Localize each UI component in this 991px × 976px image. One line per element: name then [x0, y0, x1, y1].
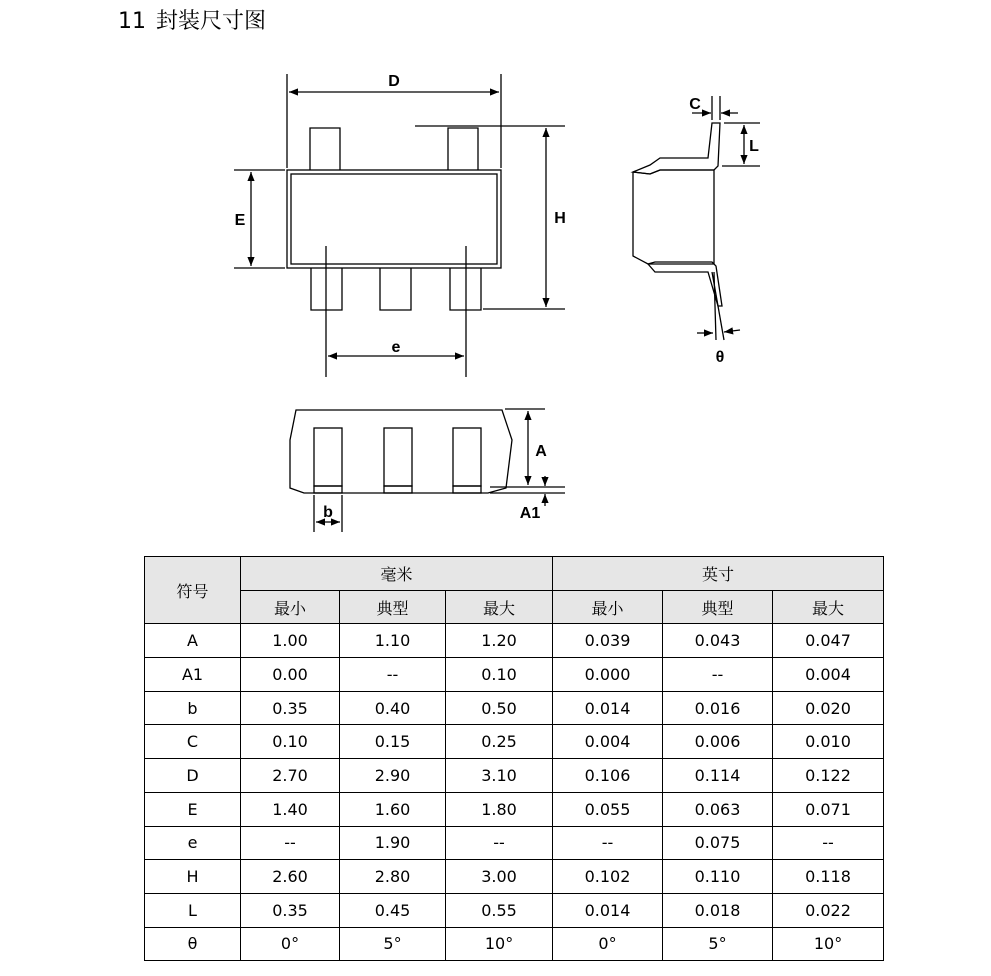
label-E: E [234, 212, 246, 229]
cell-inch-max: 0.047 [773, 624, 884, 658]
cell-inch-typ: 0.063 [663, 792, 773, 826]
cell-inch-max: 0.122 [773, 759, 884, 793]
cell-mm-min: 1.00 [241, 624, 340, 658]
cell-inch-max: -- [773, 826, 884, 860]
cell-inch-typ: 0.006 [663, 725, 773, 759]
cell-inch-typ: 0.110 [663, 860, 773, 894]
table-row [145, 691, 884, 725]
side-view [633, 96, 760, 366]
cell-mm-max: 1.20 [446, 624, 553, 658]
cell-inch-max: 10° [773, 927, 884, 961]
cell-inch-typ: 5° [663, 927, 773, 961]
cell-mm-min: 2.60 [241, 860, 340, 894]
side-top-lead [633, 123, 720, 174]
table-row [145, 725, 884, 759]
label-A1: A1 [519, 505, 541, 522]
cell-inch-min: 0.039 [553, 624, 663, 658]
cell-mm-typ: 0.45 [340, 893, 446, 927]
cell-inch-min: 0.055 [553, 792, 663, 826]
cell-inch-typ: 0.018 [663, 893, 773, 927]
top-lead-left [310, 128, 340, 170]
table-row [145, 759, 884, 793]
cell-inch-min: 0.106 [553, 759, 663, 793]
label-H: H [554, 210, 566, 227]
cell-mm-typ: 1.90 [340, 826, 446, 860]
table-row [145, 927, 884, 961]
cell-symbol: b [145, 691, 241, 725]
cell-inch-typ: 0.075 [663, 826, 773, 860]
cell-inch-min: 0.000 [553, 658, 663, 692]
cell-symbol: A1 [145, 658, 241, 692]
table-row [145, 893, 884, 927]
cell-mm-max: 0.25 [446, 725, 553, 759]
front-lead-1-foot [314, 486, 342, 493]
cell-inch-min: 0.014 [553, 691, 663, 725]
section-heading-text: 封装尺寸图 [156, 9, 267, 34]
dimension-table [144, 556, 884, 961]
label-b: b [323, 504, 333, 521]
header-mm-typ: 典型 [340, 590, 446, 624]
cell-symbol: D [145, 759, 241, 793]
label-e: e [391, 339, 401, 356]
side-body [633, 170, 714, 264]
front-lead-2 [384, 428, 412, 486]
cell-mm-typ: 0.15 [340, 725, 446, 759]
cell-mm-typ: 0.40 [340, 691, 446, 725]
cell-inch-max: 0.071 [773, 792, 884, 826]
cell-inch-typ: -- [663, 658, 773, 692]
header-group-mm: 毫米 [241, 557, 553, 591]
cell-inch-min: 0.102 [553, 860, 663, 894]
front-lead-3 [453, 428, 481, 486]
cell-mm-typ: 1.60 [340, 792, 446, 826]
header-symbol: 符号 [145, 557, 241, 624]
cell-mm-max: -- [446, 826, 553, 860]
cell-mm-min: 0.35 [241, 691, 340, 725]
label-L: L [749, 138, 759, 155]
cell-inch-min: -- [553, 826, 663, 860]
cell-inch-max: 0.010 [773, 725, 884, 759]
cell-inch-max: 0.118 [773, 860, 884, 894]
cell-inch-min: 0.014 [553, 893, 663, 927]
top-lead-right [448, 128, 478, 170]
cell-symbol: θ [145, 927, 241, 961]
header-mm-max: 最大 [446, 590, 553, 624]
front-lead-3-foot [453, 486, 481, 493]
cell-mm-typ: 5° [340, 927, 446, 961]
cell-mm-max: 1.80 [446, 792, 553, 826]
cell-mm-typ: 2.80 [340, 860, 446, 894]
cell-mm-min: -- [241, 826, 340, 860]
package-body-outline [287, 170, 501, 268]
cell-mm-max: 0.50 [446, 691, 553, 725]
cell-inch-max: 0.020 [773, 691, 884, 725]
cell-symbol: A [145, 624, 241, 658]
cell-inch-typ: 0.114 [663, 759, 773, 793]
cell-mm-typ: -- [340, 658, 446, 692]
cell-mm-max: 10° [446, 927, 553, 961]
cell-inch-typ: 0.016 [663, 691, 773, 725]
table-row [145, 860, 884, 894]
table-row [145, 658, 884, 692]
cell-inch-max: 0.004 [773, 658, 884, 692]
table-header-row-1 [145, 557, 884, 591]
header-inch-typ: 典型 [663, 590, 773, 624]
cell-inch-min: 0.004 [553, 725, 663, 759]
cell-inch-max: 0.022 [773, 893, 884, 927]
table-row [145, 624, 884, 658]
front-body [290, 410, 512, 493]
cell-mm-max: 0.10 [446, 658, 553, 692]
cell-mm-max: 3.10 [446, 759, 553, 793]
cell-symbol: L [145, 893, 241, 927]
label-theta: θ [715, 349, 725, 366]
cell-mm-min: 2.70 [241, 759, 340, 793]
cell-symbol: E [145, 792, 241, 826]
header-group-inch: 英寸 [553, 557, 884, 591]
cell-inch-typ: 0.043 [663, 624, 773, 658]
cell-symbol: C [145, 725, 241, 759]
table-row [145, 792, 884, 826]
label-D: D [388, 73, 400, 90]
bottom-lead-2 [380, 268, 411, 310]
header-mm-min: 最小 [241, 590, 340, 624]
header-inch-max: 最大 [773, 590, 884, 624]
cell-symbol: H [145, 860, 241, 894]
table-row [145, 826, 884, 860]
cell-symbol: e [145, 826, 241, 860]
top-view [234, 73, 566, 377]
cell-mm-min: 0° [241, 927, 340, 961]
front-lead-2-foot [384, 486, 412, 493]
cell-mm-typ: 1.10 [340, 624, 446, 658]
label-C: C [689, 96, 701, 113]
cell-mm-min: 0.00 [241, 658, 340, 692]
header-inch-min: 最小 [553, 590, 663, 624]
cell-mm-min: 1.40 [241, 792, 340, 826]
table-body [145, 624, 884, 961]
side-bottom-lead [648, 262, 722, 306]
cell-mm-min: 0.35 [241, 893, 340, 927]
cell-mm-min: 0.10 [241, 725, 340, 759]
label-A: A [535, 443, 547, 460]
front-lead-1 [314, 428, 342, 486]
table-header-row-2 [145, 590, 884, 624]
section-number: 11 [118, 9, 146, 34]
front-view [290, 409, 565, 532]
theta-arrow-right [724, 330, 740, 332]
cell-mm-max: 0.55 [446, 893, 553, 927]
cell-mm-max: 3.00 [446, 860, 553, 894]
cell-inch-min: 0° [553, 927, 663, 961]
cell-mm-typ: 2.90 [340, 759, 446, 793]
